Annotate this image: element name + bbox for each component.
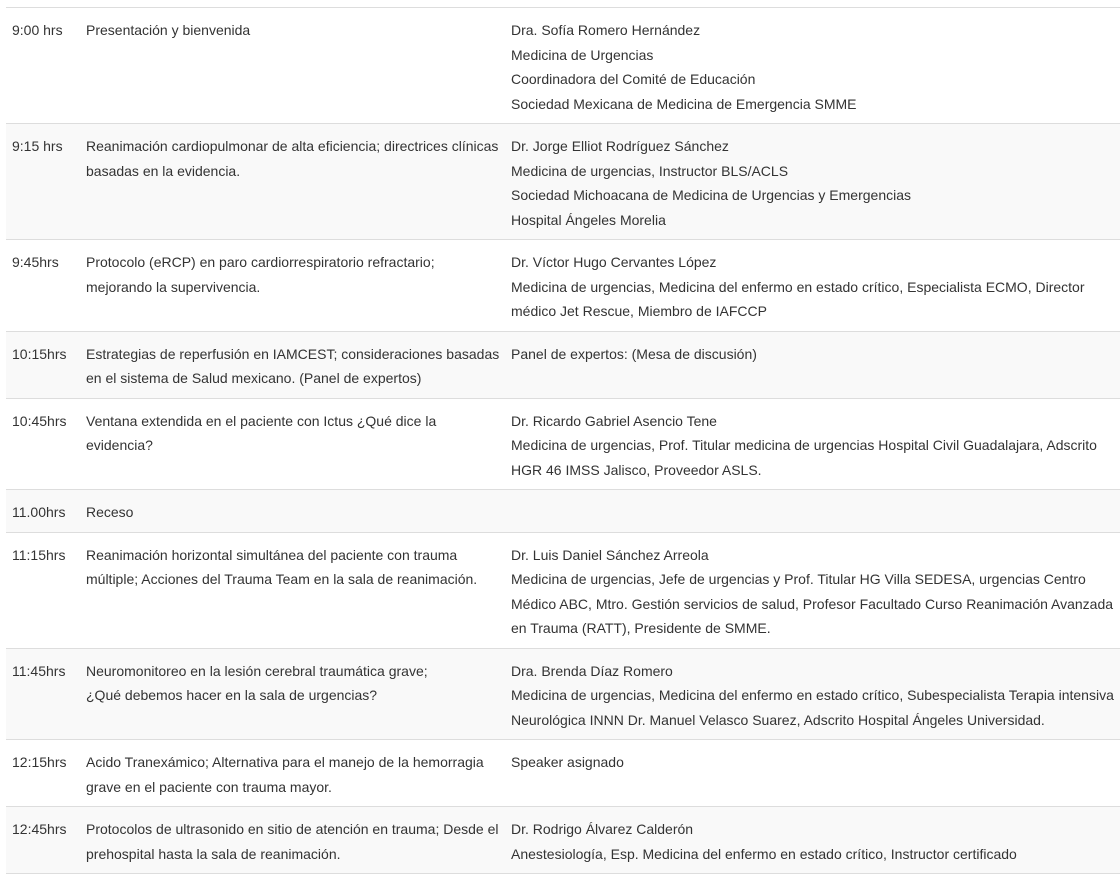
session-topic: Estrategias de reperfusión en IAMCEST; consideraciones basadas en el sistema de Salud mexicano. (Panel de expertos) [86, 345, 500, 386]
session-time: 12:45hrs [12, 821, 67, 837]
schedule-row [6, 124, 1120, 240]
speaker-detail: Medicina de Urgencias [511, 46, 654, 63]
session-topic: Protocolo (eRCP) en paro cardiorrespiratorio refractario; mejorando la supervivencia. [86, 254, 435, 295]
speaker-detail: Sociedad Michoacana de Medicina de Urgencias y Emergencias [511, 187, 911, 203]
session-topic: Reanimación cardiopulmonar de alta eficiencia; directrices clínicas basadas en la evidencia. [86, 138, 499, 179]
session-time: 11:45hrs [12, 662, 66, 679]
session-topic: Ventana extendida en el paciente con Ictus ¿Qué dice la evidencia? [86, 412, 437, 453]
session-speaker [510, 18, 1120, 116]
session-topic: Protocolos de ultrasonido en sitio de atención en trauma; Desde el prehospital hasta la sala de reanimación. [86, 821, 499, 862]
session-speaker [510, 134, 1120, 232]
speaker-name: Dra. Brenda Díaz Romero [511, 662, 673, 679]
session-topic-line: Neuromonitoreo en la lesión cerebral traumática grave; [86, 662, 428, 679]
session-topic: Reanimación horizontal simultánea del paciente con trauma múltiple; Acciones del Trauma Team en la sala de reanimación. [86, 546, 478, 587]
schedule-row [6, 533, 1120, 649]
speaker-detail: Medicina de urgencias, Medicina del enfermo en estado crítico, Especialista ECMO, Director médico Jet Rescue, Miembro de IAFCCP [511, 278, 1085, 319]
session-topic: Acido Tranexámico; Alternativa para el manejo de la hemorragia grave en el paciente con trauma mayor. [86, 754, 484, 795]
session-time: 10:45hrs [12, 412, 67, 429]
session-speaker [510, 409, 1120, 483]
schedule-row [6, 332, 1120, 399]
session-speaker [510, 817, 1120, 866]
speaker-detail: Hospital Ángeles Morelia [511, 211, 666, 228]
schedule-row [6, 490, 1120, 533]
session-speaker [510, 543, 1120, 641]
speaker-name: Dr. Ricardo Gabriel Asencio Tene [511, 412, 717, 429]
schedule-row [6, 649, 1120, 741]
speaker-name: Dr. Jorge Elliot Rodríguez Sánchez [511, 138, 729, 154]
schedule-row [6, 740, 1120, 807]
session-topic: Presentación y bienvenida [86, 22, 251, 38]
session-speaker [510, 659, 1120, 733]
schedule-row [6, 399, 1120, 491]
speaker-name: Dra. Sofía Romero Hernández [511, 22, 701, 38]
session-time: 9:45hrs [12, 254, 59, 270]
session-topic: Receso [86, 504, 134, 520]
speaker-detail: Medicina de urgencias, Prof. Titular medicina de urgencias Hospital Civil Guadalajara, Adscrito HGR 46 IMSS Jalisco, Proveedor ASLS. [511, 437, 1097, 478]
schedule-row [6, 8, 1120, 124]
schedule-row [6, 240, 1120, 332]
speaker-name: Dr. Rodrigo Álvarez Calderón [511, 821, 694, 837]
session-time: 12:15hrs [12, 754, 67, 770]
session-topic [79, 659, 510, 733]
speaker-name: Dr. Luis Daniel Sánchez Arreola [511, 546, 709, 563]
session-time: 9:15 hrs [12, 138, 63, 154]
speaker-name: Dr. Víctor Hugo Cervantes López [511, 254, 717, 270]
session-speaker [510, 250, 1120, 324]
session-topic-line: ¿Qué debemos hacer en la sala de urgencias? [86, 687, 378, 703]
session-time: 11.00hrs [12, 504, 66, 520]
session-time: 9:00 hrs [12, 22, 63, 38]
schedule-row [6, 807, 1120, 874]
speaker-detail: Anestesiología, Esp. Medicina del enfermo en estado crítico, Instructor certificado [511, 845, 1017, 862]
speaker-detail: Medicina de urgencias, Medicina del enfermo en estado crítico, Subespecialista Terapia intensiva Neurológica INNN Dr. Manuel Velasco Suarez, Adscrito Hospital Ángeles Universidad. [511, 687, 1114, 728]
speaker-detail: Medicina de urgencias, Jefe de urgencias y Prof. Titular HG Villa SEDESA, urgencias Centro Médico ABC, Mtro. Gestión servicios de salud, Profesor Facultado Curso Reanimación Avanzada en Trauma (RATT), Presidente de SMME. [511, 571, 1114, 636]
session-speaker [510, 750, 1120, 799]
speaker-name: Panel de expertos: (Mesa de discusión) [511, 345, 757, 362]
speaker-detail: Medicina de urgencias, Instructor BLS/ACLS [511, 162, 789, 179]
speaker-name: Speaker asignado [511, 754, 624, 770]
schedule-table [6, 7, 1120, 874]
session-time: 10:15hrs [12, 345, 67, 362]
session-speaker [510, 342, 1120, 391]
session-speaker [510, 500, 1120, 525]
speaker-detail: Coordinadora del Comité de Educación [511, 71, 756, 87]
speaker-detail: Sociedad Mexicana de Medicina de Emergencia SMME [511, 95, 857, 112]
session-time: 11:15hrs [12, 546, 66, 563]
